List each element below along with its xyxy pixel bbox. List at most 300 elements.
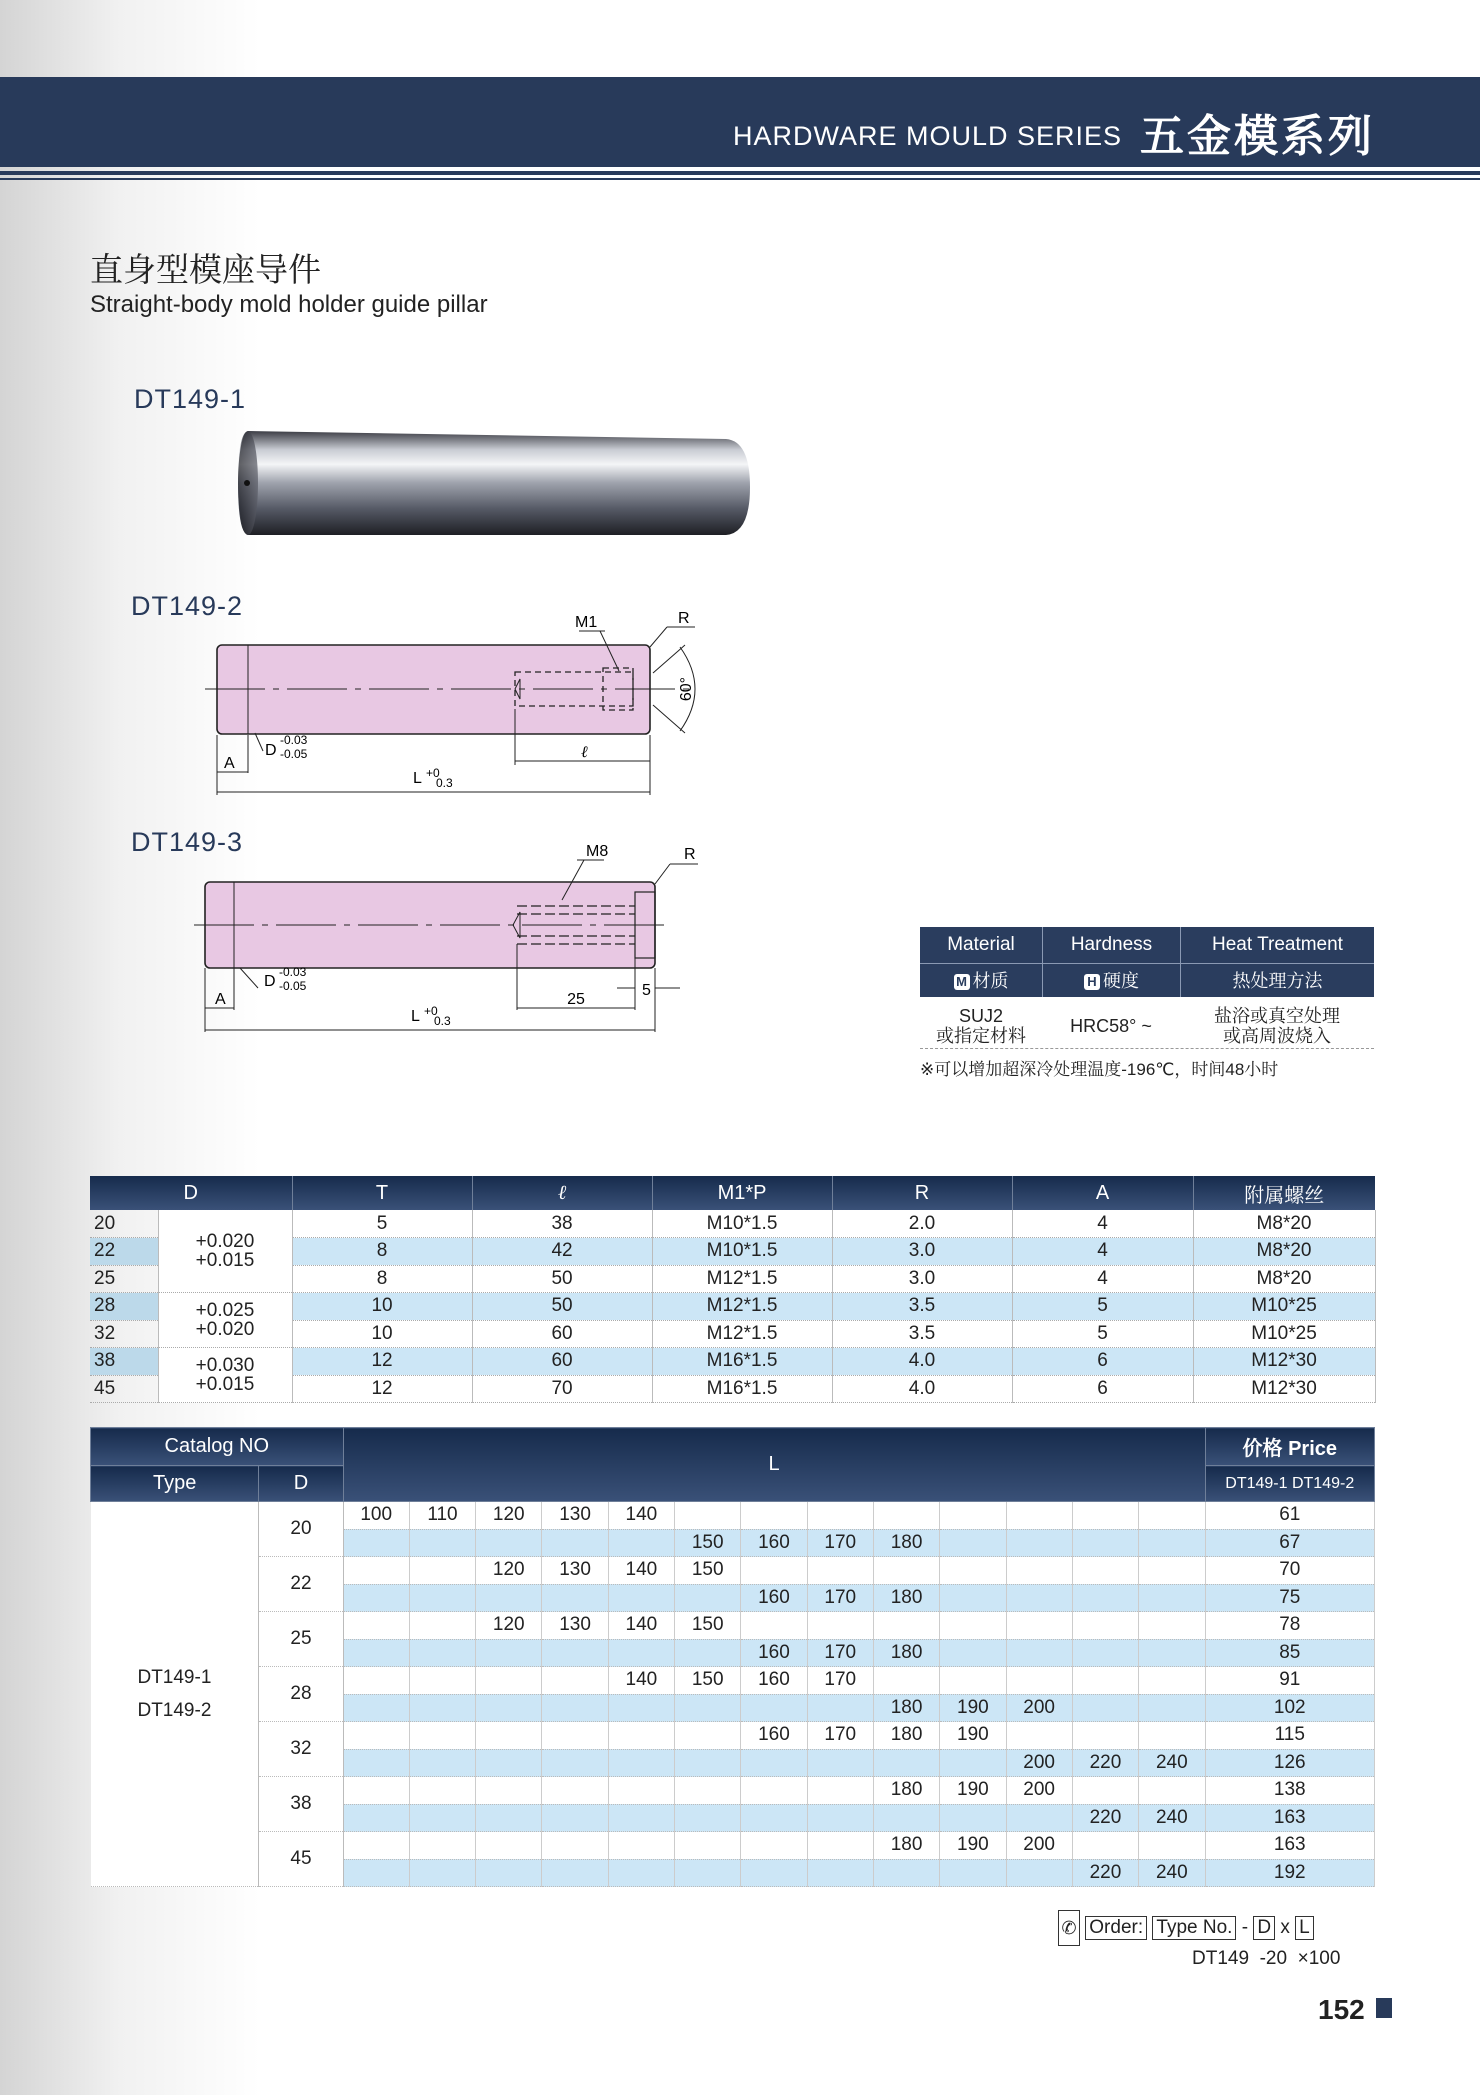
pillar-photo	[236, 425, 756, 545]
price-cell-l	[409, 1749, 475, 1777]
spec-header-r: R	[832, 1176, 1012, 1210]
price-cell-l	[343, 1749, 409, 1777]
price-cell-l	[542, 1722, 608, 1750]
heat-value-alt: 或高周波烧入	[1223, 1025, 1331, 1046]
price-cell-l	[675, 1859, 741, 1887]
spec-cell-t: 5	[292, 1210, 472, 1238]
price-cell-l: 130	[542, 1557, 608, 1585]
price-cell-l: 120	[476, 1612, 542, 1640]
label-l: L	[413, 770, 422, 787]
price-cell-l	[1139, 1529, 1205, 1557]
price-cell-l	[1139, 1612, 1205, 1640]
spec-header-d: D	[90, 1176, 292, 1210]
price-cell-l	[1072, 1639, 1138, 1667]
page-title-en: Straight-body mold holder guide pillar	[90, 291, 488, 318]
price-cell-d: 38	[259, 1777, 343, 1832]
price-cell-l	[542, 1584, 608, 1612]
price-cell-l	[409, 1722, 475, 1750]
material-value: SUJ2	[958, 1005, 1003, 1026]
material-header-cn	[920, 963, 1374, 997]
hardness-icon: H	[1084, 974, 1100, 990]
price-cell-price: 67	[1205, 1529, 1374, 1557]
spec-cell-m1p: M12*1.5	[652, 1265, 832, 1293]
price-cell-l	[675, 1749, 741, 1777]
price-cell-d: 22	[259, 1557, 343, 1612]
tolerance-lower: +0.015	[195, 1250, 255, 1271]
price-row	[91, 1502, 1375, 1530]
price-cell-l	[542, 1832, 608, 1860]
price-cell-l	[1006, 1804, 1072, 1832]
price-row	[91, 1612, 1375, 1640]
material-value-alt: 或指定材料	[936, 1025, 1026, 1046]
price-cell-l: 190	[940, 1777, 1006, 1805]
label-d3-upper: -0.03	[279, 965, 307, 979]
price-cell-l	[476, 1667, 542, 1695]
drawing-dt149-2	[195, 605, 715, 805]
price-cell-l	[675, 1584, 741, 1612]
price-cell-l	[940, 1557, 1006, 1585]
spec-cell-m1p: M10*1.5	[652, 1238, 832, 1266]
price-cell-l	[476, 1859, 542, 1887]
page-title-cn: 直身型模座导件	[90, 251, 321, 288]
price-cell-l	[409, 1777, 475, 1805]
price-cell-l	[741, 1694, 807, 1722]
price-cell-l	[1072, 1502, 1138, 1530]
price-cell-l	[940, 1667, 1006, 1695]
spec-cell-screw: M8*20	[1193, 1265, 1375, 1293]
spec-cell-r: 3.0	[832, 1265, 1012, 1293]
label-l-lower: 0.3	[436, 776, 453, 790]
price-cell-l: 180	[873, 1777, 939, 1805]
material-header-en	[920, 927, 1374, 963]
spec-cell-a: 5	[1012, 1293, 1193, 1321]
price-cell-l	[1139, 1502, 1205, 1530]
spec-cell-a: 6	[1012, 1375, 1193, 1403]
order-dash: -	[1241, 1917, 1249, 1939]
price-cell-l	[409, 1859, 475, 1887]
price-cell-l	[1139, 1777, 1205, 1805]
price-cell-l	[1139, 1667, 1205, 1695]
price-cell-l	[343, 1584, 409, 1612]
price-cell-l: 180	[873, 1694, 939, 1722]
price-cell-l	[542, 1804, 608, 1832]
price-cell-l	[1006, 1639, 1072, 1667]
price-cell-l: 140	[608, 1502, 674, 1530]
price-cell-l	[807, 1502, 873, 1530]
price-cell-l	[409, 1612, 475, 1640]
price-cell-l: 190	[940, 1694, 1006, 1722]
price-cell-l	[675, 1832, 741, 1860]
price-cell-l	[940, 1749, 1006, 1777]
spec-header-a: A	[1012, 1176, 1193, 1210]
price-cell-l	[940, 1529, 1006, 1557]
price-cell-l	[807, 1749, 873, 1777]
price-cell-l: 170	[807, 1722, 873, 1750]
spec-cell-screw: M8*20	[1193, 1210, 1375, 1238]
model-label-dt149-1: DT149-1	[134, 384, 247, 414]
price-cell-l	[542, 1667, 608, 1695]
price-cell-l: 180	[873, 1722, 939, 1750]
price-row	[91, 1557, 1375, 1585]
price-cell-price: 91	[1205, 1667, 1374, 1695]
spec-cell-d: 20	[90, 1210, 158, 1238]
price-cell-l	[1006, 1584, 1072, 1612]
type-cell	[91, 1502, 259, 1887]
price-cell-l	[675, 1804, 741, 1832]
price-cell-l	[1072, 1557, 1138, 1585]
price-cell-l	[741, 1777, 807, 1805]
price-cell-l	[807, 1859, 873, 1887]
label-l3-upper: +0	[424, 1004, 438, 1018]
price-cell-l	[741, 1749, 807, 1777]
price-cell-l	[476, 1722, 542, 1750]
price-cell-price: 61	[1205, 1502, 1374, 1530]
price-cell-l	[343, 1639, 409, 1667]
spec-cell-screw: M10*25	[1193, 1320, 1375, 1348]
price-cell-l: 120	[476, 1557, 542, 1585]
price-cell-l	[409, 1694, 475, 1722]
price-cell-d: 25	[259, 1612, 343, 1667]
spec-header-t: T	[292, 1176, 472, 1210]
price-cell-l	[1072, 1832, 1138, 1860]
header-price-sub: DT149-1 DT149-2	[1205, 1466, 1374, 1502]
phone-icon: ✆	[1058, 1910, 1080, 1946]
spec-cell-l: 50	[472, 1293, 652, 1321]
price-cell-l	[1139, 1557, 1205, 1585]
price-cell-l: 110	[409, 1502, 475, 1530]
price-cell-l	[476, 1584, 542, 1612]
spec-cell-d: 25	[90, 1265, 158, 1293]
price-cell-l: 220	[1072, 1749, 1138, 1777]
price-cell-l: 240	[1139, 1749, 1205, 1777]
order-l: L	[1295, 1916, 1314, 1940]
tolerance-upper: +0.020	[195, 1231, 255, 1252]
spec-cell-t: 10	[292, 1320, 472, 1348]
price-cell-l	[741, 1612, 807, 1640]
price-cell-l	[1072, 1529, 1138, 1557]
spec-cell-screw: M12*30	[1193, 1348, 1375, 1376]
price-cell-l	[741, 1832, 807, 1860]
price-cell-l	[409, 1639, 475, 1667]
header-material-cn: 材质	[972, 971, 1009, 991]
spec-cell-r: 2.0	[832, 1210, 1012, 1238]
price-cell-l	[873, 1804, 939, 1832]
price-table	[90, 1427, 1375, 1887]
price-cell-l	[1006, 1722, 1072, 1750]
price-cell-l	[542, 1639, 608, 1667]
hardness-value: HRC58° ~	[1070, 1015, 1152, 1036]
price-cell-l	[409, 1667, 475, 1695]
page-marker	[1376, 1998, 1392, 2018]
spec-cell-m1p: M10*1.5	[652, 1210, 832, 1238]
material-note: ※可以增加超深冷处理温度-196℃，时间48小时	[920, 1060, 1279, 1079]
label-5: 5	[642, 982, 651, 999]
price-cell-price: 85	[1205, 1639, 1374, 1667]
price-cell-l	[1072, 1694, 1138, 1722]
spec-cell-tolerance	[158, 1210, 292, 1293]
price-cell-l	[542, 1777, 608, 1805]
price-cell-l	[741, 1859, 807, 1887]
price-row	[91, 1832, 1375, 1860]
label-25: 25	[567, 991, 585, 1008]
spec-cell-screw: M10*25	[1193, 1293, 1375, 1321]
price-cell-l: 170	[807, 1639, 873, 1667]
price-cell-l	[608, 1639, 674, 1667]
spec-cell-a: 5	[1012, 1320, 1193, 1348]
price-cell-l	[608, 1529, 674, 1557]
drawing-dt149-3	[192, 838, 712, 1038]
price-row	[91, 1667, 1375, 1695]
price-cell-l	[343, 1529, 409, 1557]
label-d-upper: -0.03	[280, 733, 308, 747]
price-cell-d: 28	[259, 1667, 343, 1722]
price-cell-l	[807, 1612, 873, 1640]
price-cell-l	[741, 1557, 807, 1585]
price-cell-l	[1072, 1667, 1138, 1695]
price-cell-l	[873, 1502, 939, 1530]
price-cell-l	[1072, 1584, 1138, 1612]
price-cell-price: 75	[1205, 1584, 1374, 1612]
label-m8: M8	[586, 843, 609, 860]
price-cell-l: 150	[675, 1529, 741, 1557]
price-cell-l	[807, 1804, 873, 1832]
order-d: D	[1253, 1916, 1275, 1940]
price-cell-l	[1139, 1832, 1205, 1860]
price-cell-l	[542, 1529, 608, 1557]
spec-cell-d: 28	[90, 1293, 158, 1321]
price-cell-l: 200	[1006, 1749, 1072, 1777]
material-values	[920, 997, 1374, 1049]
price-cell-l	[608, 1694, 674, 1722]
price-cell-l	[1072, 1612, 1138, 1640]
label-ell: ℓ	[581, 744, 588, 761]
spec-cell-r: 4.0	[832, 1348, 1012, 1376]
spec-row	[90, 1348, 1375, 1376]
order-type-no: Type No.	[1152, 1916, 1236, 1940]
price-row	[91, 1777, 1375, 1805]
label-l3-lower: 0.3	[434, 1014, 451, 1028]
price-cell-l	[675, 1777, 741, 1805]
price-cell-l: 200	[1006, 1832, 1072, 1860]
price-cell-l	[873, 1612, 939, 1640]
price-cell-l	[409, 1804, 475, 1832]
price-cell-l	[343, 1722, 409, 1750]
price-cell-l: 160	[741, 1722, 807, 1750]
price-cell-l: 160	[741, 1584, 807, 1612]
spec-cell-a: 6	[1012, 1348, 1193, 1376]
label-angle: 60°	[678, 676, 695, 702]
price-cell-l	[1139, 1639, 1205, 1667]
price-cell-d: 45	[259, 1832, 343, 1887]
spec-cell-l: 50	[472, 1265, 652, 1293]
price-cell-l: 160	[741, 1529, 807, 1557]
price-cell-price: 163	[1205, 1832, 1374, 1860]
price-cell-l	[343, 1859, 409, 1887]
spec-cell-screw: M12*30	[1193, 1375, 1375, 1403]
header-price: 价格 Price	[1205, 1428, 1374, 1466]
price-cell-l: 140	[608, 1612, 674, 1640]
price-cell-l: 130	[542, 1502, 608, 1530]
header-rule-thin	[0, 178, 1480, 180]
price-cell-l	[873, 1667, 939, 1695]
material-table	[920, 927, 1374, 1080]
price-cell-l: 220	[1072, 1859, 1138, 1887]
price-cell-l	[940, 1612, 1006, 1640]
price-cell-price: 163	[1205, 1804, 1374, 1832]
header-type: Type	[91, 1466, 259, 1502]
label-a: A	[224, 755, 235, 772]
price-cell-l	[608, 1749, 674, 1777]
price-cell-price: 138	[1205, 1777, 1374, 1805]
spec-cell-t: 8	[292, 1238, 472, 1266]
price-cell-l	[807, 1557, 873, 1585]
price-cell-d: 20	[259, 1502, 343, 1557]
price-cell-l: 180	[873, 1832, 939, 1860]
price-cell-l	[1006, 1667, 1072, 1695]
spec-cell-d: 38	[90, 1348, 158, 1376]
price-cell-l	[476, 1777, 542, 1805]
price-cell-l	[940, 1859, 1006, 1887]
spec-cell-t: 12	[292, 1375, 472, 1403]
spec-cell-d: 22	[90, 1238, 158, 1266]
price-cell-l	[608, 1832, 674, 1860]
price-cell-l	[409, 1832, 475, 1860]
spec-cell-l: 60	[472, 1320, 652, 1348]
header-hardness: Hardness	[1042, 927, 1180, 963]
label-a3: A	[215, 991, 226, 1008]
spec-cell-m1p: M12*1.5	[652, 1320, 832, 1348]
price-cell-l	[807, 1777, 873, 1805]
material-icon: M	[954, 974, 970, 990]
price-cell-l: 120	[476, 1502, 542, 1530]
label-d3: D	[264, 973, 276, 990]
type-name: DT149-1	[137, 1667, 212, 1688]
price-cell-price: 70	[1205, 1557, 1374, 1585]
price-cell-l: 170	[807, 1529, 873, 1557]
price-cell-l	[476, 1804, 542, 1832]
price-cell-l	[542, 1749, 608, 1777]
price-cell-l	[1006, 1557, 1072, 1585]
label-r3: R	[684, 846, 696, 863]
tolerance-lower: +0.015	[195, 1374, 255, 1395]
spec-cell-t: 8	[292, 1265, 472, 1293]
spec-row	[90, 1210, 1375, 1238]
spec-header-m1p: M1*P	[652, 1176, 832, 1210]
price-cell-l	[940, 1804, 1006, 1832]
price-cell-l	[542, 1694, 608, 1722]
price-cell-l	[343, 1804, 409, 1832]
price-cell-l: 160	[741, 1667, 807, 1695]
series-title-cn: 五金模系列	[1140, 112, 1375, 161]
order-x: x	[1280, 1917, 1290, 1939]
label-l-upper: +0	[426, 766, 440, 780]
spec-cell-d: 45	[90, 1375, 158, 1403]
price-cell-l: 180	[873, 1639, 939, 1667]
price-cell-l: 160	[741, 1639, 807, 1667]
spec-table	[90, 1176, 1376, 1403]
price-cell-l	[476, 1832, 542, 1860]
spec-cell-a: 4	[1012, 1210, 1193, 1238]
price-cell-l: 170	[807, 1667, 873, 1695]
header-catalog-no: Catalog NO	[91, 1428, 344, 1466]
label-r: R	[678, 610, 690, 627]
price-cell-l	[608, 1804, 674, 1832]
price-cell-l	[873, 1557, 939, 1585]
spec-cell-tolerance	[158, 1293, 292, 1348]
tolerance-lower: +0.020	[195, 1319, 255, 1340]
price-cell-l: 150	[675, 1612, 741, 1640]
spec-cell-a: 4	[1012, 1265, 1193, 1293]
price-cell-l	[741, 1502, 807, 1530]
price-cell-l	[343, 1777, 409, 1805]
header-heat-cn: 热处理方法	[1232, 971, 1323, 991]
spec-cell-r: 3.0	[832, 1238, 1012, 1266]
price-cell-l: 240	[1139, 1804, 1205, 1832]
price-cell-l	[741, 1804, 807, 1832]
spec-cell-t: 12	[292, 1348, 472, 1376]
spec-cell-r: 3.5	[832, 1293, 1012, 1321]
price-cell-l: 170	[807, 1584, 873, 1612]
spec-cell-m1p: M16*1.5	[652, 1348, 832, 1376]
spec-cell-t: 10	[292, 1293, 472, 1321]
price-cell-l	[1072, 1777, 1138, 1805]
tolerance-upper: +0.030	[195, 1355, 255, 1376]
price-cell-price: 192	[1205, 1859, 1374, 1887]
spec-cell-l: 38	[472, 1210, 652, 1238]
price-cell-l	[940, 1502, 1006, 1530]
price-cell-l: 240	[1139, 1859, 1205, 1887]
header-hardness-cn: 硬度	[1103, 971, 1139, 991]
price-cell-l	[873, 1859, 939, 1887]
price-cell-l	[675, 1502, 741, 1530]
header-d: D	[259, 1466, 343, 1502]
price-cell-l	[1139, 1694, 1205, 1722]
spec-cell-d: 32	[90, 1320, 158, 1348]
price-cell-l	[343, 1557, 409, 1585]
tolerance-upper: +0.025	[195, 1300, 255, 1321]
price-cell-l: 220	[1072, 1804, 1138, 1832]
order-info	[1058, 1910, 1340, 1970]
spec-cell-r: 3.5	[832, 1320, 1012, 1348]
price-cell-l	[675, 1639, 741, 1667]
price-cell-l	[1072, 1722, 1138, 1750]
spec-cell-l: 70	[472, 1375, 652, 1403]
price-cell-l	[476, 1749, 542, 1777]
order-example: DT149 -20 ×100	[1192, 1948, 1341, 1969]
spec-cell-screw: M8*20	[1193, 1238, 1375, 1266]
price-cell-price: 115	[1205, 1722, 1374, 1750]
spec-cell-l: 42	[472, 1238, 652, 1266]
price-cell-l	[1139, 1584, 1205, 1612]
spec-row	[90, 1293, 1375, 1321]
spec-header-row	[90, 1176, 1375, 1210]
label-l3: L	[411, 1008, 420, 1025]
price-cell-l	[343, 1832, 409, 1860]
spec-cell-r: 4.0	[832, 1375, 1012, 1403]
price-cell-l	[940, 1584, 1006, 1612]
price-cell-l: 200	[1006, 1777, 1072, 1805]
price-cell-l: 200	[1006, 1694, 1072, 1722]
price-cell-l	[542, 1859, 608, 1887]
price-cell-l	[608, 1859, 674, 1887]
price-cell-l	[409, 1557, 475, 1585]
series-title-en: HARDWARE MOULD SERIES	[732, 121, 1122, 151]
price-cell-l: 180	[873, 1529, 939, 1557]
price-cell-l	[873, 1749, 939, 1777]
label-d: D	[265, 742, 277, 759]
price-cell-l	[940, 1639, 1006, 1667]
price-cell-l: 100	[343, 1502, 409, 1530]
